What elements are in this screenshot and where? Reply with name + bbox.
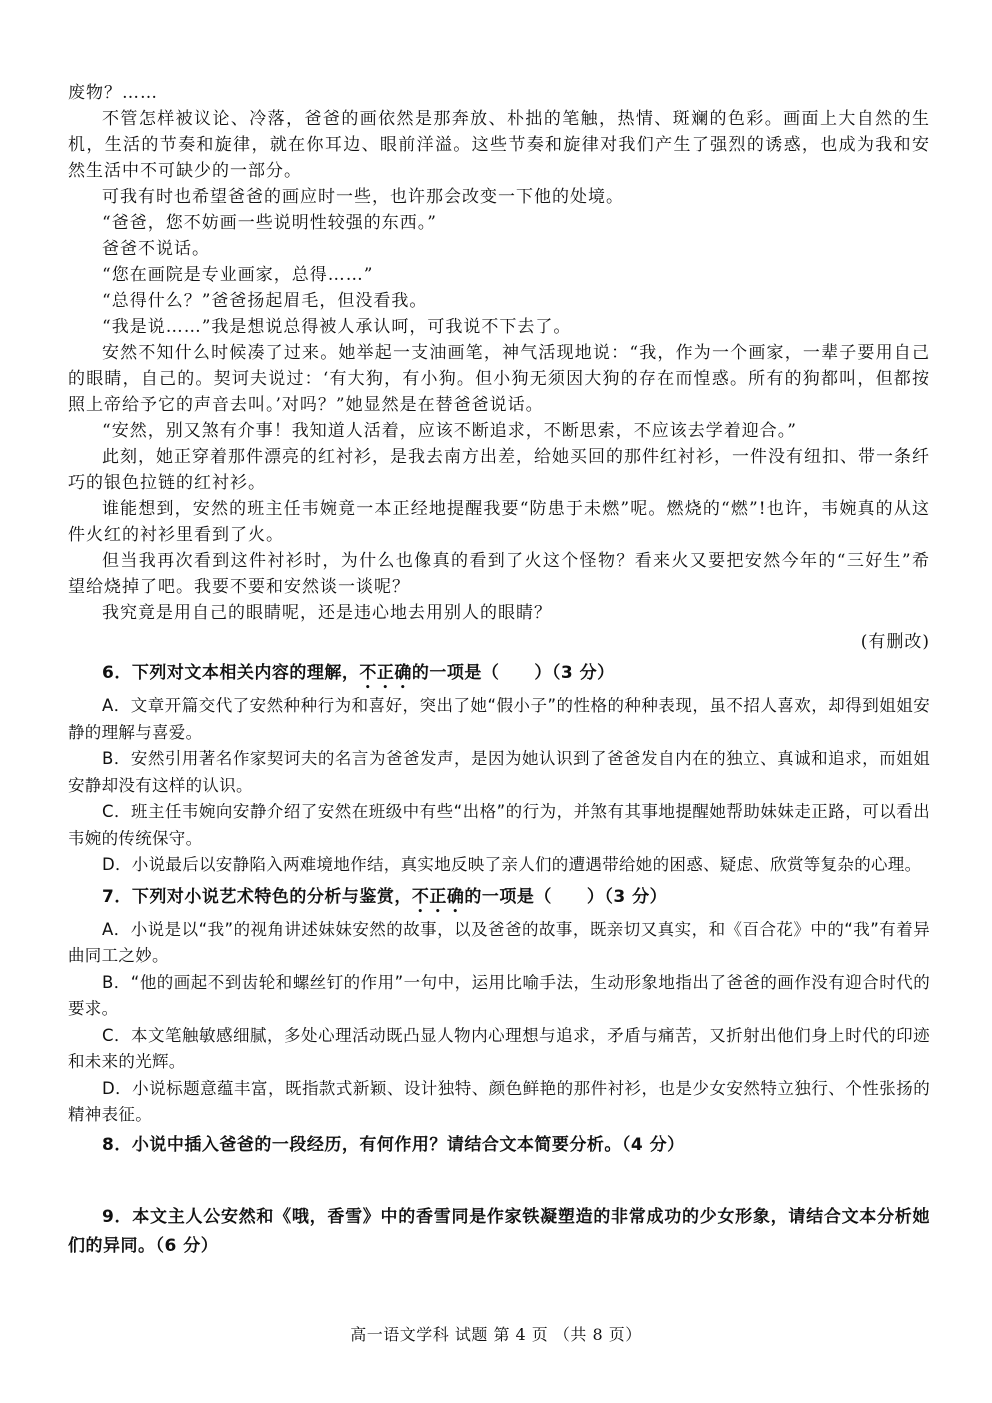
question-9-title: 9．本文主人公安然和《哦，香雪》中的香雪同是作家铁凝塑造的非常成功的少女形象，请结合文本分析她们的异同。（6 分）	[68, 1207, 930, 1256]
passage-paragraph: 不管怎样被议论、冷落，爸爸的画依然是那奔放、朴拙的笔触，热情、斑斓的色彩。画面上大自然的生机，生活的节奏和旋律，就在你耳边、眼前洋溢。这些节奏和旋律对我们产生了强烈的诱惑，也成为我和安然生活中不可缺少的一部分。	[68, 109, 930, 181]
question-6-option-d[interactable]: D．小说最后以安静陷入两难境地作结，真实地反映了亲人们的遭遇带给她的困惑、疑虑、欣赏等复杂的心理。	[102, 855, 922, 874]
passage-paragraph: 此刻，她正穿着那件漂亮的红衬衫，是我去南方出差，给她买回的那件红衬衫，一件没有纽扣、带一条纤巧的银色拉链的红衬衫。	[68, 447, 930, 493]
question-7-emphasis: 不正确	[411, 886, 465, 907]
passage-paragraph: 爸爸不说话。	[102, 239, 210, 259]
question-6-option-a[interactable]: A．文章开篇交代了安然种种行为和喜好，突出了她“假小子”的性格的种种表现，虽不招人喜欢，却得到姐姐安静的理解与喜爱。	[68, 696, 930, 742]
passage-paragraph: 可我有时也希望爸爸的画应时一些，也许那会改变一下他的处境。	[102, 187, 624, 207]
question-7-option-d[interactable]: D．小说标题意蕴丰富，既指款式新颖、设计独特、颜色鲜艳的那件衬衫，也是少女安然特立独行、个性张扬的精神表征。	[68, 1078, 930, 1124]
question-6-tail: 的一项是（ ）（3 分）	[411, 663, 615, 683]
passage-paragraph: 谁能想到，安然的班主任韦婉竟一本正经地提醒我要“防患于未燃”呢。燃烧的“燃”!也许，韦婉真的从这件火红的衬衫里看到了火。	[68, 499, 930, 545]
question-7-title	[68, 883, 930, 917]
question-8-title: 8．小说中插入爸爸的一段经历，有何作用？请结合文本简要分析。（4 分）	[102, 1134, 685, 1155]
question-6-option-c[interactable]: C．班主任韦婉向安静介绍了安然在班级中有些“出格”的行为，并煞有其事地提醒她帮助妹妹走正路，可以看出韦婉的传统保守。	[68, 802, 930, 848]
reading-passage	[68, 80, 930, 626]
question-7-tail: 的一项是（ ）（3 分）	[464, 886, 668, 907]
question-7-option-b[interactable]: B．“他的画起不到齿轮和螺丝钉的作用”一句中，运用比喻手法，生动形象地指出了爸爸的画作没有迎合时代的要求。	[68, 972, 930, 1018]
question-7	[68, 883, 930, 1129]
passage-paragraph: 我究竟是用自己的眼睛呢，还是违心地去用别人的眼睛？	[102, 603, 552, 623]
question-7-option-a[interactable]: A．小说是以“我”的视角讲述妹妹安然的故事，以及爸爸的故事，既亲切又真实，和《百合花》中的“我”有着异曲同工之妙。	[68, 919, 930, 965]
passage-paragraph: 但当我再次看到这件衬衫时，为什么也像真的看到了火这个怪物？看来火又要把安然今年的“三好生”希望给烧掉了吧。我要不要和安然谈一谈呢？	[68, 551, 930, 597]
question-7-stem: 7．下列对小说艺术特色的分析与鉴赏，	[102, 886, 412, 907]
question-6	[68, 659, 930, 879]
question-9	[68, 1203, 930, 1261]
question-8	[68, 1131, 930, 1160]
passage-paragraph: “安然，别又煞有介事！我知道人活着，应该不断追求，不断思索，不应该去学着迎合。”	[102, 421, 797, 441]
question-6-emphasis: 不正确	[359, 663, 412, 683]
passage-paragraph: “我是说……”我是想说总得被人承认呵，可我说不下去了。	[102, 317, 572, 337]
source-note: (有删改)	[860, 632, 930, 652]
exam-page	[68, 80, 930, 1160]
question-7-option-c[interactable]: C．本文笔触敏感细腻，多处心理活动既凸显人物内心理想与追求，矛盾与痛苦，又折射出他们身上时代的印迹和未来的光辉。	[68, 1025, 930, 1071]
passage-paragraph: 安然不知什么时候凑了过来。她举起一支油画笔，神气活现地说：“我，作为一个画家，一辈子要用自己的眼睛，自己的。契诃夫说过：‘有大狗，有小狗。但小狗无须因大狗的存在而惶惑。所有的狗都叫，但都按照上帝给予它的声音去叫。’对吗？”她显然是在替爸爸说话。	[68, 343, 930, 415]
passage-paragraph: “爸爸，您不妨画一些说明性较强的东西。”	[102, 213, 437, 233]
question-6-title	[68, 659, 930, 693]
question-6-stem: 6．下列对文本相关内容的理解，	[102, 663, 360, 683]
passage-paragraph: “您在画院是专业画家，总得……”	[102, 265, 374, 285]
passage-paragraph: 废物？……	[68, 83, 158, 103]
passage-paragraph: “总得什么？”爸爸扬起眉毛，但没看我。	[102, 291, 428, 311]
page-footer: 高一语文学科 试题 第 4 页 （共 8 页）	[350, 1325, 642, 1344]
question-6-option-b[interactable]: B．安然引用著名作家契诃夫的名言为爸爸发声，是因为她认识到了爸爸发自内在的独立、真诚和追求，而姐姐安静却没有这样的认识。	[68, 749, 930, 795]
